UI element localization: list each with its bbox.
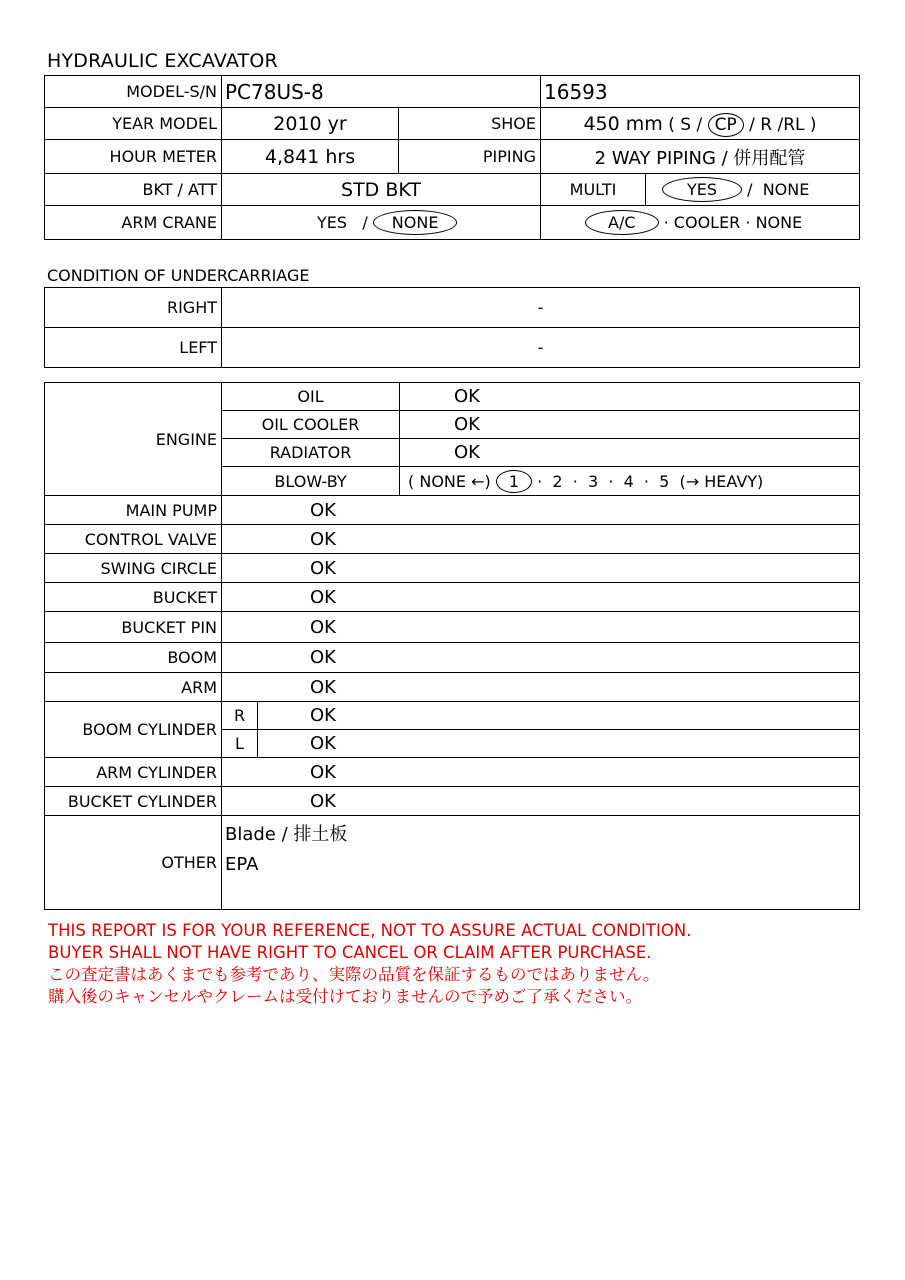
- disclaimer-line-2: BUYER SHALL NOT HAVE RIGHT TO CANCEL OR CLAIM AFTER PURCHASE.: [48, 943, 652, 962]
- condition-table: [44, 382, 860, 910]
- aircon-sep1: ·: [663, 213, 669, 232]
- undercarriage-left-label: LEFT: [45, 328, 222, 368]
- year-value: 2010 yr: [222, 108, 399, 140]
- bucketcyl-label: BUCKET CYLINDER: [45, 787, 222, 816]
- piping-value: 2 WAY PIPING / 併用配管: [541, 140, 860, 174]
- armcrane-value: [222, 206, 541, 240]
- other-line-1: Blade / 排土板: [225, 824, 348, 845]
- shoe-value: [541, 108, 860, 140]
- armcyl-value: OK: [222, 758, 860, 787]
- armcrane-label: ARM CRANE: [45, 206, 222, 240]
- shoe-cp-selected: CP: [708, 113, 744, 137]
- multi-label: MULTI: [541, 174, 646, 206]
- radiator-value: OK: [400, 439, 860, 467]
- machine-info-table: [44, 75, 860, 240]
- armcrane-yes: YES: [317, 213, 348, 232]
- armcrane-none-selected: NONE: [373, 210, 458, 235]
- undercarriage-title: CONDITION OF UNDERCARRIAGE: [47, 266, 310, 285]
- aircon-none: NONE: [755, 213, 803, 232]
- shoe-rl: /RL: [777, 114, 805, 135]
- blowby-label: BLOW-BY: [222, 467, 400, 496]
- shoe-close: ): [809, 114, 817, 135]
- multi-value: [646, 174, 860, 206]
- year-label: YEAR MODEL: [45, 108, 222, 140]
- document-title: HYDRAULIC EXCAVATOR: [47, 50, 278, 72]
- boomcyl-r-value: OK: [258, 702, 860, 730]
- bkt-label: BKT / ATT: [45, 174, 222, 206]
- engine-label: ENGINE: [45, 383, 222, 496]
- bucket-label: BUCKET: [45, 583, 222, 612]
- multi-none: NONE: [762, 180, 810, 199]
- undercarriage-left-value: -: [222, 328, 860, 368]
- radiator-label: RADIATOR: [222, 439, 400, 467]
- oil-label: OIL: [222, 383, 400, 411]
- multi-sep: /: [747, 180, 753, 199]
- aircon-ac-selected: A/C: [585, 210, 659, 235]
- shoe-sep2: /: [749, 114, 755, 135]
- multi-yes-selected: YES: [662, 177, 742, 202]
- model-value: PC78US-8: [222, 76, 541, 108]
- other-label: OTHER: [45, 816, 222, 910]
- armcrane-sep: /: [362, 213, 368, 232]
- serial-value: 16593: [541, 76, 860, 108]
- bkt-value: STD BKT: [222, 174, 541, 206]
- other-value: [222, 816, 860, 910]
- disclaimer-line-4: 購入後のキャンセルやクレームは受付けておりませんので予めご了承ください。: [48, 987, 642, 1006]
- bucketpin-label: BUCKET PIN: [45, 612, 222, 643]
- swingcircle-label: SWING CIRCLE: [45, 554, 222, 583]
- boom-label: BOOM: [45, 643, 222, 673]
- disclaimer: [48, 920, 691, 1008]
- armcyl-label: ARM CYLINDER: [45, 758, 222, 787]
- bucketpin-value: OK: [222, 612, 860, 643]
- controlvalve-label: CONTROL VALVE: [45, 525, 222, 554]
- shoe-label: SHOE: [399, 108, 541, 140]
- other-line-2: EPA: [225, 854, 259, 875]
- blowby-start: ( NONE ←): [408, 471, 491, 491]
- blowby-1-selected: 1: [496, 470, 532, 493]
- hour-value: 4,841 hrs: [222, 140, 399, 174]
- oilcooler-label: OIL COOLER: [222, 411, 400, 439]
- aircon-sep2: ·: [745, 213, 751, 232]
- shoe-r: R: [760, 114, 773, 135]
- shoe-sep1: /: [696, 114, 703, 135]
- boomcyl-l-value: OK: [258, 730, 860, 758]
- blowby-scale: [400, 467, 860, 496]
- arm-label: ARM: [45, 673, 222, 702]
- arm-value: OK: [222, 673, 860, 702]
- piping-label: PIPING: [399, 140, 541, 174]
- boomcyl-l-label: L: [222, 730, 258, 758]
- boomcyl-label: BOOM CYLINDER: [45, 702, 222, 758]
- undercarriage-right-label: RIGHT: [45, 288, 222, 328]
- shoe-s: S: [680, 114, 692, 135]
- oilcooler-value: OK: [400, 411, 860, 439]
- mainpump-label: MAIN PUMP: [45, 496, 222, 525]
- bucketcyl-value: OK: [222, 787, 860, 816]
- undercarriage-right-value: -: [222, 288, 860, 328]
- shoe-open: (: [668, 114, 675, 135]
- undercarriage-table: [44, 287, 860, 368]
- boomcyl-r-label: R: [222, 702, 258, 730]
- controlvalve-value: OK: [222, 525, 860, 554]
- mainpump-value: OK: [222, 496, 860, 525]
- swingcircle-value: OK: [222, 554, 860, 583]
- disclaimer-line-1: THIS REPORT IS FOR YOUR REFERENCE, NOT TO ASSURE ACTUAL CONDITION.: [48, 921, 692, 940]
- blowby-rest: · 2 · 3 · 4 · 5 (→ HEAVY): [537, 471, 764, 491]
- shoe-width: 450 mm: [583, 112, 663, 135]
- aircon-cooler: COOLER: [673, 213, 741, 232]
- disclaimer-line-3: この査定書はあくまでも参考であり、実際の品質を保証するものではありません。: [48, 965, 660, 984]
- aircon-value: [541, 206, 860, 240]
- boom-value: OK: [222, 643, 860, 673]
- model-label: MODEL-S/N: [45, 76, 222, 108]
- bucket-value: OK: [222, 583, 860, 612]
- hour-label: HOUR METER: [45, 140, 222, 174]
- oil-value: OK: [400, 383, 860, 411]
